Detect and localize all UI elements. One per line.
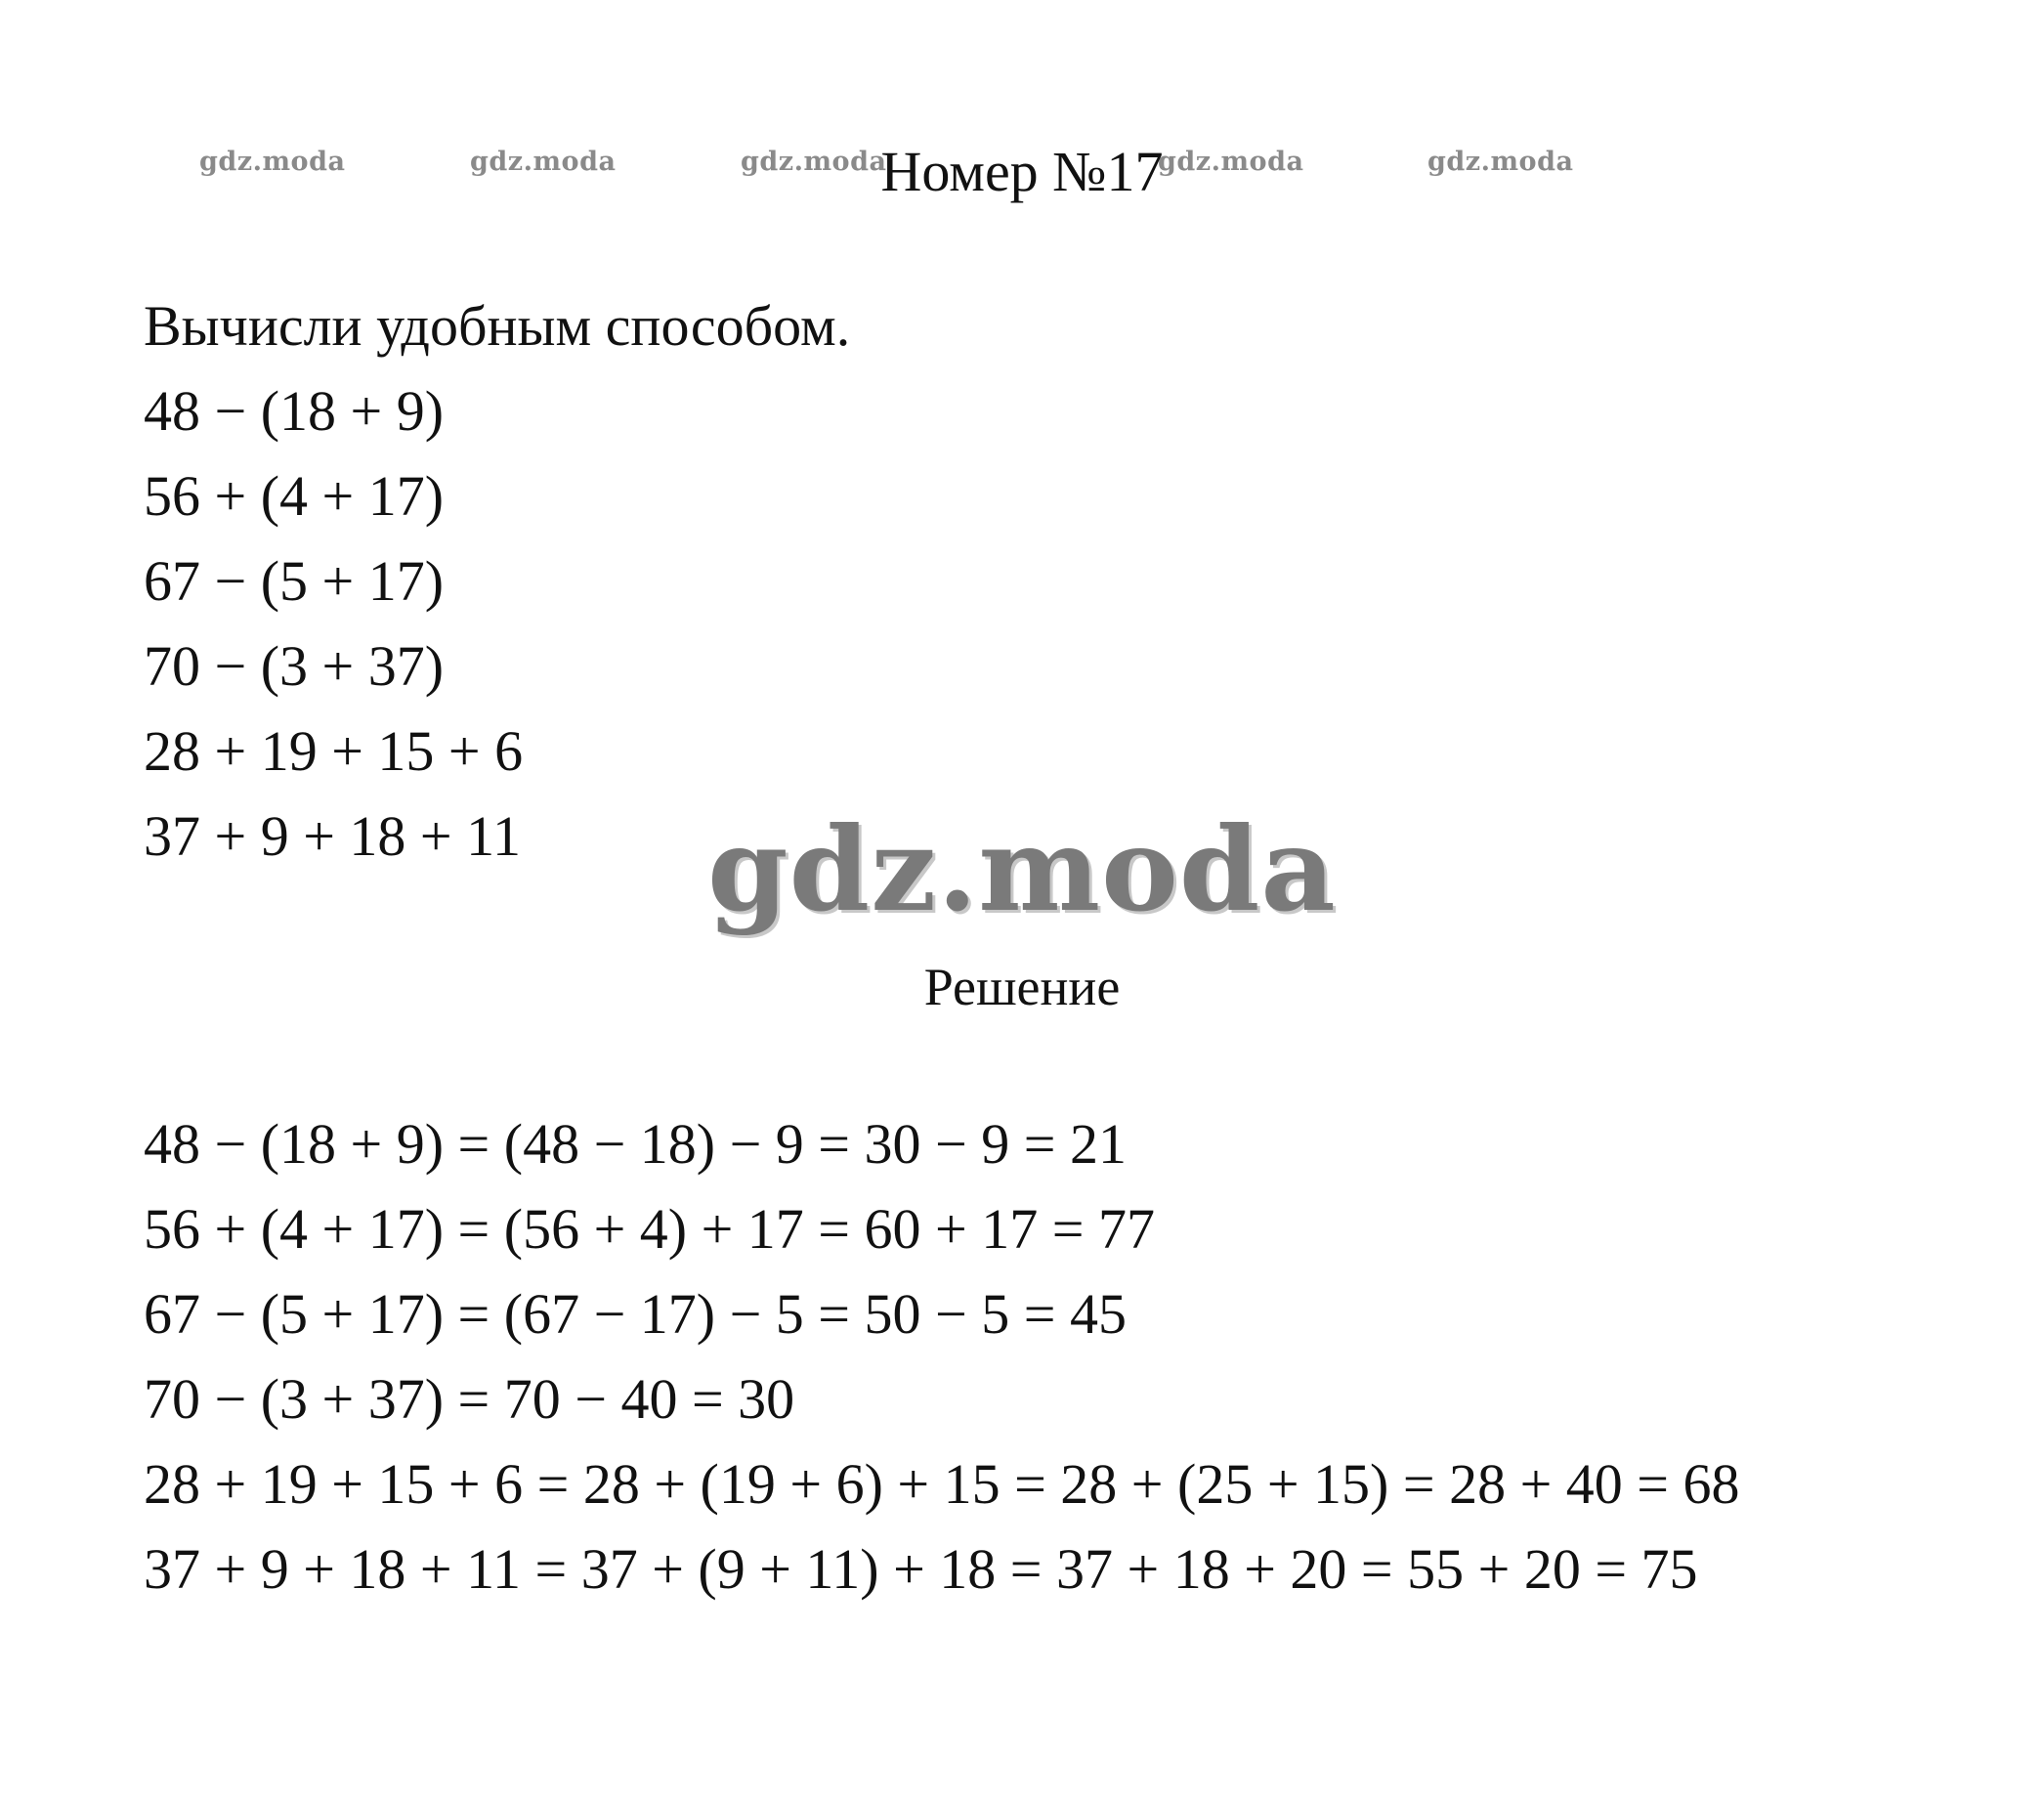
task-block bbox=[144, 283, 850, 879]
task-expression: 67 − (5 + 17) bbox=[144, 549, 445, 613]
solution-heading: Решение bbox=[923, 958, 1121, 1016]
solution-line: 70 − (3 + 37) = 70 − 40 = 30 bbox=[144, 1367, 795, 1431]
solution-line: 48 − (18 + 9) = (48 − 18) − 9 = 30 − 9 = 21 bbox=[144, 1112, 1127, 1176]
task-expression: 48 − (18 + 9) bbox=[144, 379, 445, 443]
page-title: Номер №17 bbox=[880, 140, 1164, 203]
watermark-small: gdz.moda bbox=[1158, 147, 1304, 177]
watermark-small: gdz.moda bbox=[470, 147, 617, 177]
solution-line: 56 + (4 + 17) = (56 + 4) + 17 = 60 + 17 = 77 bbox=[144, 1197, 1155, 1261]
task-expression: 37 + 9 + 18 + 11 bbox=[144, 804, 521, 868]
task-instruction: Вычисли удобным способом. bbox=[144, 294, 851, 358]
task-expression: 56 + (4 + 17) bbox=[144, 464, 445, 528]
watermark-large: gdz.moda bbox=[707, 801, 1337, 937]
watermark-small: gdz.moda bbox=[199, 147, 346, 177]
solution-line: 37 + 9 + 18 + 11 = 37 + (9 + 11) + 18 = 37 + 18 + 20 = 55 + 20 = 75 bbox=[144, 1537, 1698, 1601]
task-expression: 28 + 19 + 15 + 6 bbox=[144, 719, 524, 783]
watermark-small: gdz.moda bbox=[1427, 147, 1574, 177]
task-expression: 70 − (3 + 37) bbox=[144, 634, 445, 698]
solution-line: 67 − (5 + 17) = (67 − 17) − 5 = 50 − 5 = 45 bbox=[144, 1282, 1127, 1346]
watermark-small: gdz.moda bbox=[741, 147, 887, 177]
solution-block bbox=[144, 1101, 1740, 1611]
solution-line: 28 + 19 + 15 + 6 = 28 + (19 + 6) + 15 = 28 + (25 + 15) = 28 + 40 = 68 bbox=[144, 1452, 1740, 1516]
